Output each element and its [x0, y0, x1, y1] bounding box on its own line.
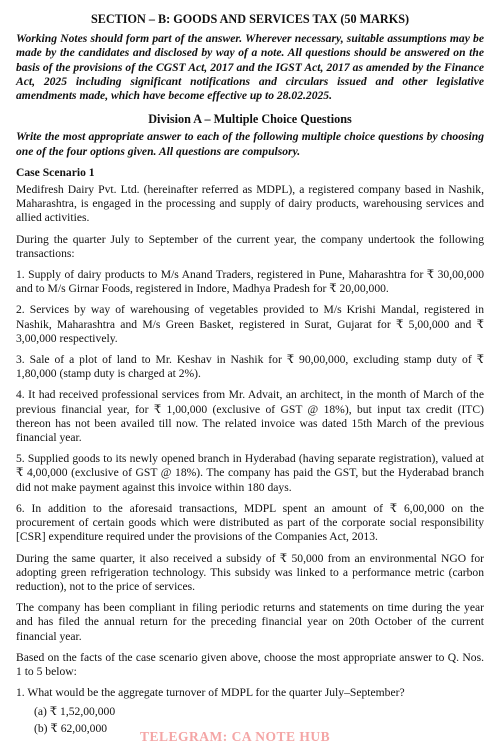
- quarter-intro: During the quarter July to September of the current year, the company undertook the following transactions:: [16, 232, 484, 260]
- watermark-text: TELEGRAM: CA NOTE HUB: [140, 728, 331, 744]
- case-title: Case Scenario 1: [16, 165, 95, 179]
- transaction-item: 4. It had received professional services from Mr. Advait, an architect, in the month of March of the previous financial year, for ₹ 1,00,000 (exclusive of GST @ 18%), but input tax credit (ITC) thereon has not been availed till now. The related invoice was dated 15th March of the previous financial year.: [16, 388, 484, 445]
- based-on-paragraph: Based on the facts of the case scenario given above, choose the most appropriate answer to Q. Nos. 1 to 5 below:: [16, 650, 484, 678]
- transaction-item: 2. Services by way of warehousing of vegetables provided to M/s Krishi Mandal, registered in Nashik, Maharashtra and M/s Green Basket, registered in Surat, Gujarat for ₹ 5,00,000 and ₹ 3,00,000 respectively.: [16, 303, 484, 345]
- option-a: (a) ₹ 1,52,00,000: [34, 705, 116, 719]
- option-b: (b) ₹ 62,00,000: [34, 721, 108, 735]
- transaction-item: 5. Supplied goods to its newly opened branch in Hyderabad (having separate registration), valued at ₹ 4,00,000 (exclusive of GST @ 18%). The company has paid the GST, but the Hyderabad branch did not make payment against this invoice within 180 days.: [16, 452, 484, 494]
- division-heading: Division A – Multiple Choice Questions: [148, 112, 352, 127]
- case-intro: Medifresh Dairy Pvt. Ltd. (hereinafter referred as MDPL), a registered company based in Nashik, Maharashtra, is engaged in the processing and supply of dairy products, warehousing services and allied activities.: [16, 183, 484, 225]
- compliance-paragraph: The company has been compliant in filing periodic returns and statements on time during the year and has filed the annual return for the preceding financial year on 20th October of the current financial year.: [16, 601, 484, 643]
- transaction-item: 3. Sale of a plot of land to Mr. Keshav in Nashik for ₹ 90,00,000, excluding stamp duty of ₹ 1,80,000 (stamp duty is charged at 2%).: [16, 353, 484, 381]
- question-1: 1. What would be the aggregate turnover of MDPL for the quarter July–September?: [16, 686, 405, 700]
- subsidy-paragraph: During the same quarter, it also received a subsidy of ₹ 50,000 from an environmental NGO for adopting green refrigeration technology. This subsidy was linked to a performance metric (carbon reduction), not to the price of services.: [16, 551, 484, 593]
- transaction-item: 6. In addition to the aforesaid transactions, MDPL spent an amount of ₹ 6,00,000 on the procurement of certain goods which were distributed as part of the corporate social responsibility [CSR] expenditure required under the provisions of the Companies Act, 2013.: [16, 501, 484, 544]
- instruction-text: Write the most appropriate answer to each of the following multiple choice questions by choosing one of the four options given. All questions are compulsory.: [16, 130, 484, 158]
- transaction-item: 1. Supply of dairy products to M/s Anand Traders, registered in Pune, Maharashtra for ₹ 30,00,000 and to M/s Girnar Foods, registered in Indore, Madhya Pradesh for ₹ 20,00,000.: [16, 268, 484, 296]
- section-heading: SECTION – B: GOODS AND SERVICES TAX (50 MARKS): [90, 12, 410, 26]
- working-notes: Working Notes should form part of the answer. Wherever necessary, suitable assumptions may be made by the candidates and disclosed by way of a note. All questions should be answered on the basis of the provisions of the CGST Act, 2017 and the IGST Act, 2017 as amended by the Finance Act, 2025 including significant notifications and circulars issued and other legislative amendments made, which have become effective up to 28.02.2025.: [16, 32, 484, 103]
